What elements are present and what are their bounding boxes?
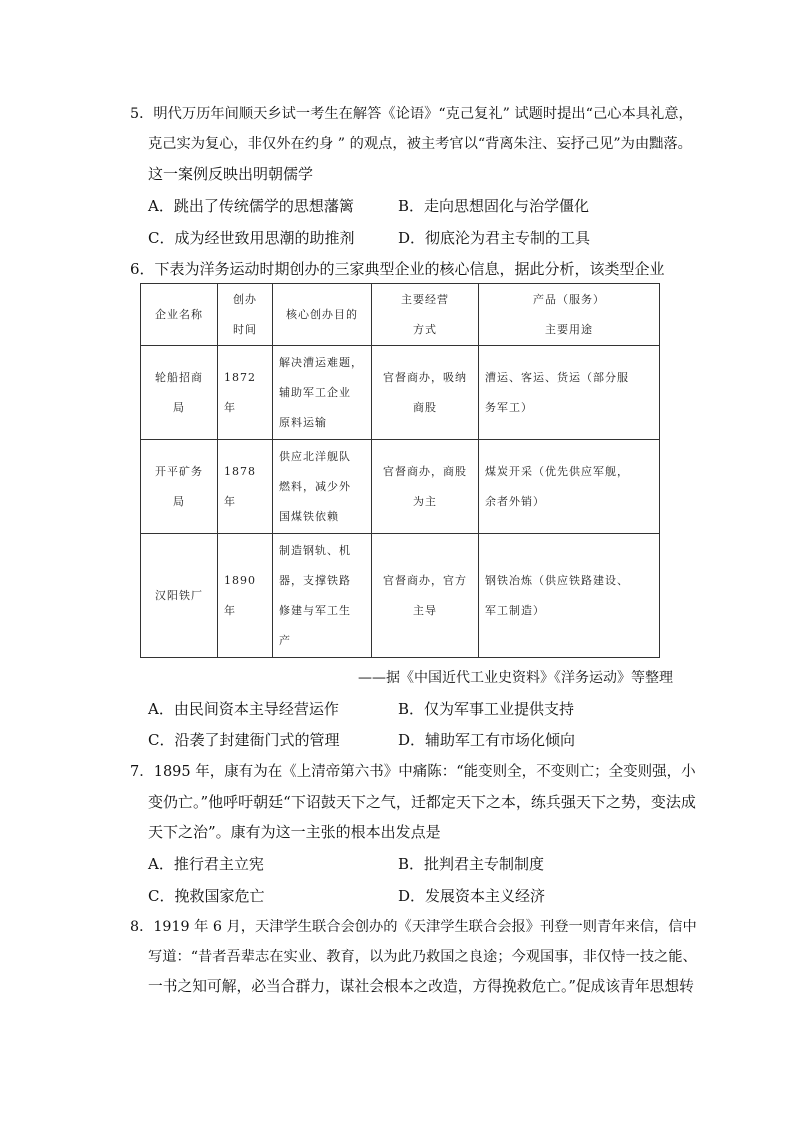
q6-option-d: D．辅助军工有市场化倾向 [398, 731, 576, 749]
header-founding-time: 创办 时间 [218, 284, 273, 346]
q5-option-b: B．走向思想固化与治学僵化 [398, 197, 590, 215]
q7-stem-line-1: 7．1895 年，康有为在《上清帝第六书》中痛陈：“能变则全，不变则亡；全变则强，小 [130, 764, 696, 780]
q5-option-a: A．跳出了传统儒学的思想藩篱 [148, 197, 354, 215]
q8-stem-line-2: 写道：“昔者吾辈志在实业、教育，以为此乃救国之良途；今观国事，非仅恃一技之能、 [148, 949, 697, 965]
table-row [141, 534, 660, 658]
q6-stem-line-1: 6．下表为洋务运动时期创办的三家典型企业的核心信息，据此分析，该类型企业 [130, 260, 665, 278]
header-core-purpose: 核心创办目的 [273, 284, 372, 346]
cell-mode: 官督商办，商股 为主 [372, 440, 479, 534]
cell-purpose: 制造钢轨、机 器，支撑铁路 修建与军工生 产 [273, 534, 372, 658]
q7-stem-line-2: 变仍亡。”他呼吁朝廷“下诏鼓天下之气，迁都定天下之本，练兵强天下之势，变法成 [148, 793, 696, 811]
header-management-mode: 主要经营 方式 [372, 284, 479, 346]
cell-mode: 官督商办，吸纳 商股 [372, 346, 479, 440]
enterprise-table [140, 283, 660, 658]
table-header-row [141, 284, 660, 346]
q5-option-d: D．彻底沦为君主专制的工具 [398, 229, 591, 247]
header-enterprise-name: 企业名称 [141, 284, 218, 346]
cell-usage: 钢铁冶炼（供应铁路建设、 军工制造） [479, 534, 660, 658]
cell-mode: 官督商办，官方 主导 [372, 534, 479, 658]
q7-option-c: C．挽救国家危亡 [148, 887, 265, 905]
q5-option-c: C．成为经世致用思潮的助推剂 [148, 229, 355, 247]
cell-purpose: 解决漕运难题， 辅助军工企业 原料运输 [273, 346, 372, 440]
cell-time: 1878 年 [218, 440, 273, 534]
cell-time: 1872 年 [218, 346, 273, 440]
q6-option-b: B．仅为军事工业提供支持 [398, 700, 575, 718]
cell-usage: 煤炭开采（优先供应军舰， 余者外销） [479, 440, 660, 534]
q8-stem-line-3: 一书之知可解，必当合群力，谋社会根本之改造，方得挽救危亡。”促成该青年思想转 [148, 978, 694, 995]
q6-option-a: A．由民间资本主导经营运作 [148, 700, 339, 718]
q8-stem-line-1: 8．1919 年 6 月，天津学生联合会创办的《天津学生联合会报》刊登一则青年来信，信中 [130, 919, 697, 935]
q7-option-d: D．发展资本主义经济 [398, 887, 546, 905]
q7-stem-line-3: 天下之治”。康有为这一主张的根本出发点是 [148, 823, 441, 841]
cell-name: 汉阳铁厂 [141, 534, 218, 658]
table-row [141, 440, 660, 534]
q5-stem-line-3: 这一案例反映出明朝儒学 [148, 165, 314, 183]
q5-stem-line-1: 5．明代万历年间顺天乡试一考生在解答《论语》“克己复礼” 试题时提出“己心本具礼意， [130, 106, 693, 122]
cell-name: 开平矿务 局 [141, 440, 218, 534]
header-product-usage: 产品（服务） 主要用途 [479, 284, 660, 346]
cell-name: 轮船招商 局 [141, 346, 218, 440]
cell-purpose: 供应北洋舰队 燃料，减少外 国煤铁依赖 [273, 440, 372, 534]
cell-time: 1890 年 [218, 534, 273, 658]
table-source-note: ——据《中国近代工业史资料》《洋务运动》等整理 [358, 670, 673, 686]
table-row [141, 346, 660, 440]
cell-usage: 漕运、客运、货运（部分服 务军工） [479, 346, 660, 440]
q5-stem-line-2: 克己实为复心，非仅外在约身 ” 的观点，被主考官以“背离朱注、妄抒己见”为由黜落。 [148, 136, 692, 152]
q7-option-b: B．批判君主专制制度 [398, 855, 545, 873]
q7-option-a: A．推行君主立宪 [148, 855, 264, 873]
q6-option-c: C．沿袭了封建衙门式的管理 [148, 731, 340, 749]
